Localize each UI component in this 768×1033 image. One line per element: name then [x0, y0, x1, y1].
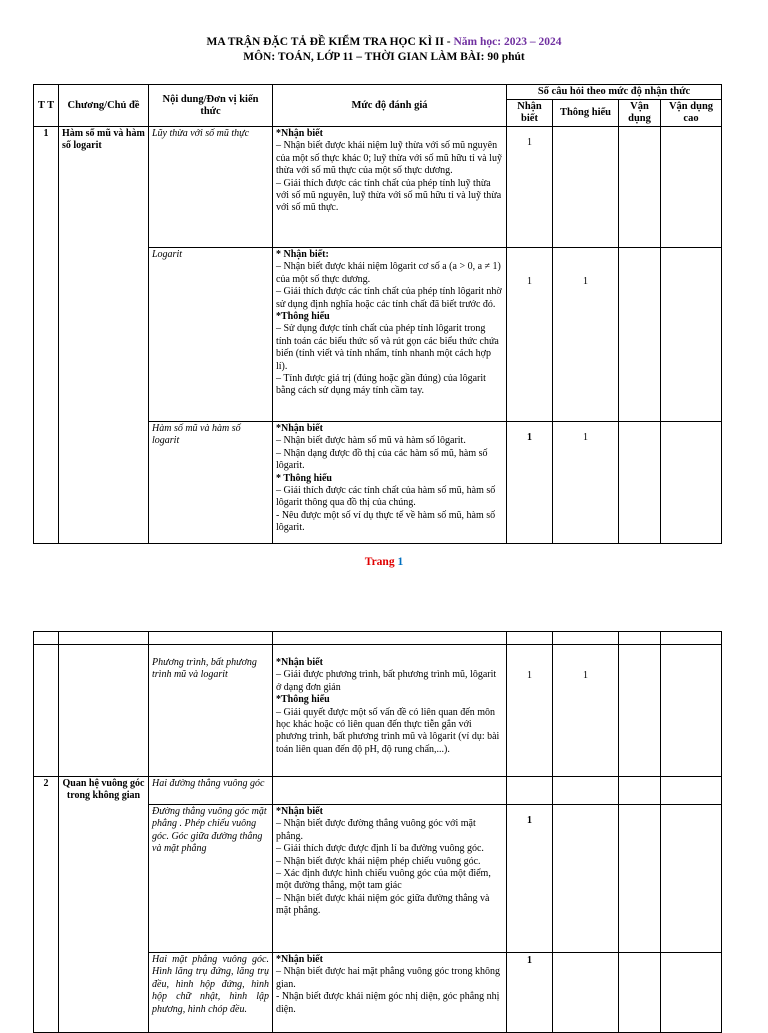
description-line: * Nhận biết:	[276, 249, 329, 260]
count-nhan-biet	[507, 777, 553, 805]
count-thong-hieu	[553, 805, 619, 953]
count-thong-hieu: 1	[553, 422, 619, 544]
level-description	[273, 805, 507, 953]
content-cell: Hàm số mũ và hàm số logarit	[149, 422, 273, 544]
count-van-dung	[619, 645, 661, 777]
matrix-table-page-1	[33, 84, 722, 544]
count-van-dung-cao	[661, 645, 722, 777]
description-line: – Nhận biết được hàm số mũ và hàm số lôgarit.	[276, 435, 466, 447]
content-cell: Logarit	[149, 248, 273, 422]
description-line: – Nhận dạng được đồ thị của các hàm số mũ, hàm số lôgarit.	[276, 447, 488, 472]
level-description	[273, 953, 507, 1033]
title-text: MA TRẬN ĐẶC TẢ ĐỀ KIỂM TRA HỌC KÌ II -	[206, 36, 454, 48]
description-line: – Nhận biết được hai mặt phẳng vuông góc trong không gian.	[276, 966, 500, 990]
count-nhan-biet: 1	[507, 645, 553, 777]
table-row	[34, 777, 722, 805]
description-line: - Nhận biết được khái niệm góc nhị diện, góc phẳng nhị diện.	[276, 991, 500, 1015]
table-row	[34, 645, 722, 777]
col-header-tt: T T	[34, 85, 59, 127]
chapter-name: Quan hệ vuông góc trong không gian	[59, 777, 149, 1033]
count-nhan-biet: 1	[507, 127, 553, 248]
count-van-dung	[619, 127, 661, 248]
count-van-dung-cao	[661, 127, 722, 248]
content-cell: Hai đường thẳng vuông góc	[149, 777, 273, 805]
count-van-dung-cao	[661, 805, 722, 953]
content-cell: Lũy thừa với số mũ thực	[149, 127, 273, 248]
count-thong-hieu: 1	[553, 248, 619, 422]
count-van-dung	[619, 953, 661, 1033]
count-nhan-biet: 1	[507, 248, 553, 422]
description-line: *Thông hiểu	[276, 694, 330, 706]
matrix-table-page-2	[33, 631, 722, 1033]
description-line: – Nhận biết được khái niệm lôgarit cơ số a (a > 0, a ≠ 1) của một số thực dương.	[276, 261, 501, 285]
count-nhan-biet: 1	[507, 805, 553, 953]
description-line: – Nhận biết được khái niệm phép chiếu vuông góc.	[276, 855, 481, 867]
col-header-level: Mức độ đánh giá	[273, 85, 507, 127]
description-line: *Thông hiểu	[276, 311, 330, 323]
description-line: *Nhận biết	[276, 423, 323, 434]
description-line: – Giải được phương trình, bất phương trình mũ, lôgarit ở dạng đơn giản	[276, 669, 497, 693]
content-cell: Đường thẳng vuông góc mặt phẳng . Phép chiếu vuông góc. Góc giữa đường thẳng và mặt phẳng	[149, 805, 273, 953]
description-line: - Nêu được một số ví dụ thực tế về hàm số mũ, hàm số lôgarit.	[276, 509, 496, 534]
description-line: – Tính được giá trị (đúng hoặc gần đúng) của lôgarit bằng cách sử dụng máy tính cầm tay.	[276, 373, 486, 397]
col-header-van-dung: Vận dụng	[619, 100, 661, 127]
description-line: – Giải thích được các tính chất của phép tính luỹ thừa với số mũ nguyên, luỹ thừa với số mũ hữu tỉ và luỹ thừa với số mũ thực.	[276, 177, 502, 214]
chapter-name: Hàm số mũ và hàm số logarit	[59, 127, 149, 544]
count-van-dung	[619, 248, 661, 422]
content-cell: Hai mặt phẳng vuông góc. Hình lăng trụ đứng, lăng trụ đều, hình hộp đứng, hình hộp chữ nhật, hình lập phương, hình chóp đều.	[149, 953, 273, 1033]
col-header-thong-hieu: Thông hiểu	[553, 100, 619, 127]
col-header-content: Nội dung/Đơn vị kiến thức	[149, 85, 273, 127]
col-header-question-count: Số câu hỏi theo mức độ nhận thức	[507, 85, 722, 100]
document-title	[0, 36, 768, 48]
description-line: – Xác định được hình chiếu vuông góc của một điểm, một đường thẳng, một tam giác	[276, 868, 491, 892]
page-footer	[0, 556, 768, 568]
table-row	[34, 632, 722, 645]
count-van-dung-cao	[661, 777, 722, 805]
count-thong-hieu	[553, 953, 619, 1033]
level-description	[273, 127, 507, 248]
content-cell: Phương trình, bất phương trình mũ và logarit	[149, 645, 273, 777]
document-subtitle: MÔN: TOÁN, LỚP 11 – THỜI GIAN LÀM BÀI: 90 phút	[243, 51, 525, 63]
description-line: * Thông hiểu	[276, 472, 332, 484]
description-line: – Nhận biết được đường thẳng vuông góc với mặt phẳng.	[276, 818, 476, 842]
col-header-van-dung-cao: Vận dụng cao	[661, 100, 722, 127]
description-line: *Nhận biết	[276, 657, 323, 668]
level-description	[273, 422, 507, 544]
count-van-dung	[619, 805, 661, 953]
count-thong-hieu	[553, 127, 619, 248]
chapter-number: 1	[34, 127, 59, 544]
count-van-dung-cao	[661, 422, 722, 544]
description-line: – Giải thích được các tính chất của phép tính lôgarit nhờ sử dụng định nghĩa hoặc các tính chất đã biết trước đó.	[276, 286, 502, 310]
chapter-number: 2	[34, 777, 59, 1033]
description-line: *Nhận biết	[276, 128, 323, 139]
count-thong-hieu	[553, 777, 619, 805]
description-line: – Giải thích được được định lí ba đường vuông góc.	[276, 843, 484, 855]
count-van-dung-cao	[661, 953, 722, 1033]
level-description	[273, 248, 507, 422]
col-header-nhan-biet: Nhận biết	[507, 100, 553, 127]
level-description	[273, 777, 507, 805]
count-van-dung	[619, 777, 661, 805]
school-year: Năm học: 2023 – 2024	[453, 36, 562, 48]
description-line: – Sử dụng được tính chất của phép tính lôgarit trong tính toán các biểu thức số và rút gọn các biểu thức chứa biến (tính viết và tính nhẩm, tính nhanh một cách hợp lí).	[276, 323, 499, 372]
description-line: *Nhận biết	[276, 954, 323, 965]
count-van-dung-cao	[661, 248, 722, 422]
description-line: – Giải thích được các tính chất của hàm số mũ, hàm số lôgarit thông qua đồ thị của chúng.	[276, 485, 496, 509]
description-line: *Nhận biết	[276, 806, 323, 817]
col-header-chapter: Chương/Chủ đề	[59, 85, 149, 127]
description-line: – Nhận biết được khái niệm góc giữa đường thẳng và mặt phẳng.	[276, 892, 490, 917]
count-thong-hieu: 1	[553, 645, 619, 777]
footer-label: Trang	[364, 556, 398, 568]
table-row	[34, 127, 722, 248]
level-description	[273, 645, 507, 777]
count-nhan-biet: 1	[507, 953, 553, 1033]
count-van-dung	[619, 422, 661, 544]
page-number: 1	[397, 556, 404, 568]
description-line: – Giải quyết được một số vấn đề có liên quan đến môn học khác hoặc có liên quan đến thực tiễn gắn với phương trình, bất phương trình mũ và lôgarit (ví dụ: bài toán liên quan đến độ pH, độ rung chấn,...).	[276, 706, 500, 755]
description-line: – Nhận biết được khái niệm luỹ thừa với số mũ nguyên của một số thực khác 0; luỹ thừa với số mũ hữu tỉ và luỹ thừa với số mũ thực của một số thực dương.	[276, 140, 502, 177]
count-nhan-biet: 1	[507, 422, 553, 544]
